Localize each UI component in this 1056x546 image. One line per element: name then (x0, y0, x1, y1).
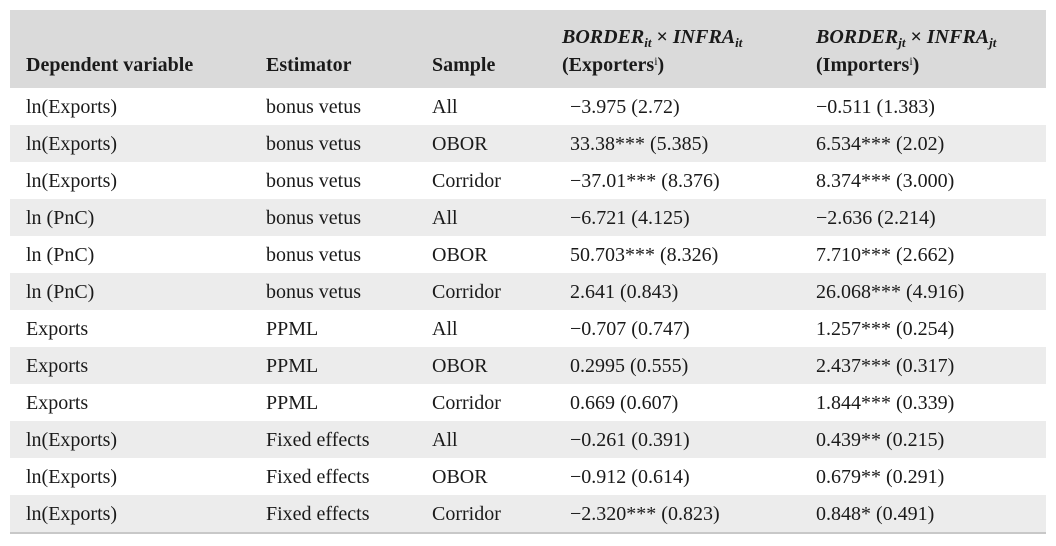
header-estimator: Estimator (266, 54, 352, 76)
table-row (10, 273, 1046, 310)
cell-exporters-coefficient: −0.912 (0.614) (570, 465, 690, 488)
cell-estimator: bonus vetus (266, 169, 361, 192)
cell-estimator: PPML (266, 354, 319, 377)
importers-label: (Importers (816, 54, 910, 76)
cell-dependent-variable: ln(Exports) (26, 132, 118, 155)
cell-importers-coefficient: 7.710*** (2.662) (816, 243, 955, 266)
cell-exporters-coefficient: 33.38*** (5.385) (570, 132, 709, 155)
cell-estimator: bonus vetus (266, 243, 361, 266)
cell-estimator: Fixed effects (266, 428, 370, 451)
table-bottom-rule (10, 532, 1046, 534)
importers-close: ) (912, 54, 920, 76)
cell-exporters-coefficient: 50.703*** (8.326) (570, 243, 719, 266)
results-table (10, 10, 1046, 532)
table-row (10, 310, 1046, 347)
cell-importers-coefficient: 0.848* (0.491) (816, 502, 935, 525)
exporters-infra-term: INFRA (672, 26, 736, 49)
cell-sample: OBOR (432, 132, 488, 155)
table-row (10, 347, 1046, 384)
cell-estimator: bonus vetus (266, 95, 361, 118)
cell-dependent-variable: Exports (26, 391, 89, 414)
importers-border-term: BORDER (816, 26, 899, 49)
exporters-mark: i (654, 54, 658, 68)
cell-dependent-variable: ln(Exports) (26, 502, 118, 525)
cell-dependent-variable: ln (PnC) (26, 280, 95, 303)
cell-sample: OBOR (432, 354, 488, 377)
importers-times-sign: × (905, 26, 927, 49)
cell-sample: All (432, 95, 458, 118)
cell-estimator: Fixed effects (266, 465, 370, 488)
cell-dependent-variable: ln (PnC) (26, 206, 95, 229)
cell-importers-coefficient: 1.844*** (0.339) (816, 391, 955, 414)
exporters-close: ) (657, 54, 665, 76)
cell-sample: All (432, 317, 458, 340)
cell-exporters-coefficient: −0.261 (0.391) (570, 428, 690, 451)
table-body (10, 88, 1046, 532)
header-sample: Sample (432, 54, 496, 76)
table-row (10, 236, 1046, 273)
cell-importers-coefficient: −0.511 (1.383) (816, 95, 935, 118)
cell-exporters-coefficient: −6.721 (4.125) (570, 206, 690, 229)
cell-importers-coefficient: 26.068*** (4.916) (816, 280, 965, 303)
cell-dependent-variable: ln(Exports) (26, 465, 118, 488)
table-row (10, 458, 1046, 495)
cell-sample: All (432, 206, 458, 229)
exporters-infra-subscript: it (735, 35, 743, 51)
cell-sample: Corridor (432, 169, 501, 192)
exporters-border-term: BORDER (562, 26, 645, 49)
cell-dependent-variable: ln(Exports) (26, 95, 118, 118)
cell-exporters-coefficient: −0.707 (0.747) (570, 317, 690, 340)
table-row (10, 125, 1046, 162)
cell-exporters-coefficient: 2.641 (0.843) (570, 280, 679, 303)
header-row (10, 10, 1046, 88)
cell-sample: Corridor (432, 280, 501, 303)
importers-infra-subscript: jt (989, 35, 997, 51)
cell-exporters-coefficient: −3.975 (2.72) (570, 95, 680, 118)
cell-sample: OBOR (432, 243, 488, 266)
cell-sample: All (432, 428, 458, 451)
cell-sample: Corridor (432, 391, 501, 414)
cell-dependent-variable: ln(Exports) (26, 169, 118, 192)
cell-estimator: Fixed effects (266, 502, 370, 525)
header-importers (804, 10, 1046, 88)
table-row (10, 88, 1046, 125)
cell-exporters-coefficient: −2.320*** (0.823) (570, 502, 720, 525)
exporters-times-sign: × (651, 26, 673, 49)
cell-exporters-coefficient: 0.669 (0.607) (570, 391, 679, 414)
cell-estimator: bonus vetus (266, 132, 361, 155)
header-exporters (546, 10, 804, 88)
cell-dependent-variable: ln(Exports) (26, 428, 118, 451)
table-row (10, 421, 1046, 458)
cell-estimator: bonus vetus (266, 206, 361, 229)
cell-importers-coefficient: 6.534*** (2.02) (816, 132, 945, 155)
cell-importers-coefficient: −2.636 (2.214) (816, 206, 936, 229)
cell-importers-coefficient: 0.439** (0.215) (816, 428, 945, 451)
importers-border-subscript: jt (898, 35, 906, 51)
table-row (10, 384, 1046, 421)
cell-exporters-coefficient: −37.01*** (8.376) (570, 169, 720, 192)
cell-estimator: PPML (266, 391, 319, 414)
exporters-border-subscript: it (644, 35, 652, 51)
cell-importers-coefficient: 0.679** (0.291) (816, 465, 945, 488)
importers-infra-term: INFRA (926, 26, 990, 49)
table-row (10, 162, 1046, 199)
results-table-container (10, 10, 1046, 534)
cell-estimator: bonus vetus (266, 280, 361, 303)
cell-sample: OBOR (432, 465, 488, 488)
cell-exporters-coefficient: 0.2995 (0.555) (570, 354, 689, 377)
table-row (10, 199, 1046, 236)
cell-dependent-variable: Exports (26, 354, 89, 377)
exporters-label: (Exporters (562, 54, 655, 76)
table-row (10, 495, 1046, 532)
cell-dependent-variable: ln (PnC) (26, 243, 95, 266)
cell-estimator: PPML (266, 317, 319, 340)
cell-sample: Corridor (432, 502, 501, 525)
cell-importers-coefficient: 8.374*** (3.000) (816, 169, 955, 192)
cell-importers-coefficient: 1.257*** (0.254) (816, 317, 955, 340)
importers-mark: i (909, 54, 913, 68)
header-dependent-variable: Dependent variable (26, 54, 194, 76)
cell-dependent-variable: Exports (26, 317, 89, 340)
cell-importers-coefficient: 2.437*** (0.317) (816, 354, 955, 377)
table-header (10, 10, 1046, 88)
